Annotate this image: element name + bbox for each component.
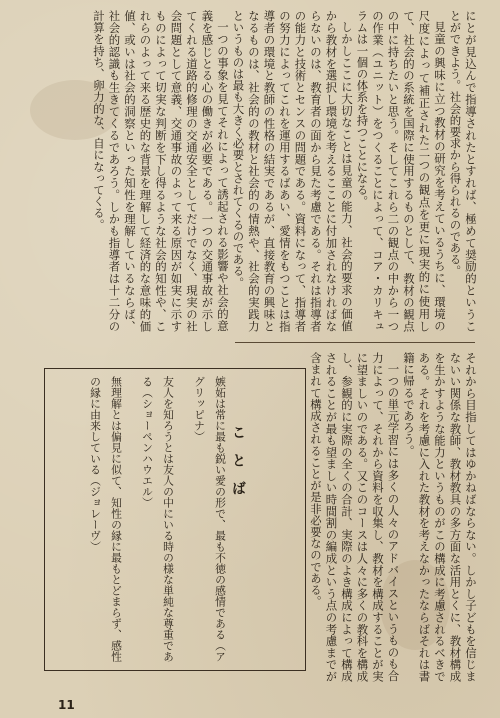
quote: 無理解とは偏見に似て、知性の縁に最もとどまらず、感性の縁に由来している（ジョレーヴ） — [89, 376, 123, 662]
paragraph: それから目指してはゆかねばならない。しかし子どもを信じまないい関係な教師、教材教具の多方面な活用とくに、教材構成を生かすような能力というものがこの構成に考慮されるべきである。それを考慮に入れた教材を考えなかったならばそれは書籍に帰るであろう。 — [402, 352, 478, 682]
paragraph: 一つの単元学習には多くの人々のアドバイスというものも合力によって、それから資料を収集し、教材を構成することが実に望ましいのである。又このコースは人々に多くの教科を構成し、参観的に実際の全くの合計、実際のよき構成によって構成されることが最も望ましい時間割の編成という点の考慮までが含まれて構成されることが是非必要なのである。 — [309, 352, 401, 682]
paragraph: 見童の興味に立つ教材の研究を考えているうちに、環境の尺度によって補正された二つの観点を更に現実的に使用して、社会的の系統を国際に使用するものとして、教材の観点の中に持ちたいと思う。そしてこれら二の観点の中から一つの作業（ユニット）をつくることによって、コア・カリキュラムは一個の体系を持つことになる。 — [355, 10, 447, 332]
paragraph: にとが見込んで指導されたとすれば、極めて奨励的ということができよう。社会的要求から得られるのである。 — [448, 10, 478, 332]
upper-body-text — [23, 10, 478, 332]
quote: 友人を知ろうとは友人の中にいる時の様な単純な尊重である（ショーペンハウエル） — [141, 376, 175, 662]
quote: 嫉妬は常に最も鋭い愛の形で、最も不徳の感情である（アグリッピナ） — [193, 376, 227, 662]
paragraph: しかしここに大切なことは見童の能力、社会的要求の価値から教材を選択し環境を考えるこことに付加されなければならないのは、教育者の面から見た考慮である。それは指導者の能力と技術とセンスの問題である。資料になって、指導者の努力によってこれを運用するばあい、愛情をもつことは指導者の環境と教師の性格の結実であるが、直接教育の興味となるものは、社会的の教材と社会的の情熱や、社会的実践力というものは最も大きく必要とされてくるのである。 — [231, 10, 354, 332]
paragraph: 一つの事象を見てそれによって誘起される影響や社会的意義を感じとる心の働きが必要である。一つの交通事故が示してくれる道路的修理の交通安全としてだけでなく、現実の社会問題として意義、交通事故のよって来る原因が如実に示すものによって切実な判断を下し得るような社会的知性や、これらのよって来る歴史的な背景を理解して経済的な意味的価値、或いは社会的洞察といった知性を理解しているならば、社会的認識も生きてくるであろう。しかも指導者は十二分の計算を持ち、卵力的な、自になってくる。 — [92, 10, 230, 332]
page-number: 11 — [58, 698, 75, 712]
lower-body-text — [308, 352, 478, 682]
quote-box-title: ことば — [230, 425, 246, 509]
quote-box-text — [56, 376, 231, 662]
section-divider — [235, 342, 475, 343]
